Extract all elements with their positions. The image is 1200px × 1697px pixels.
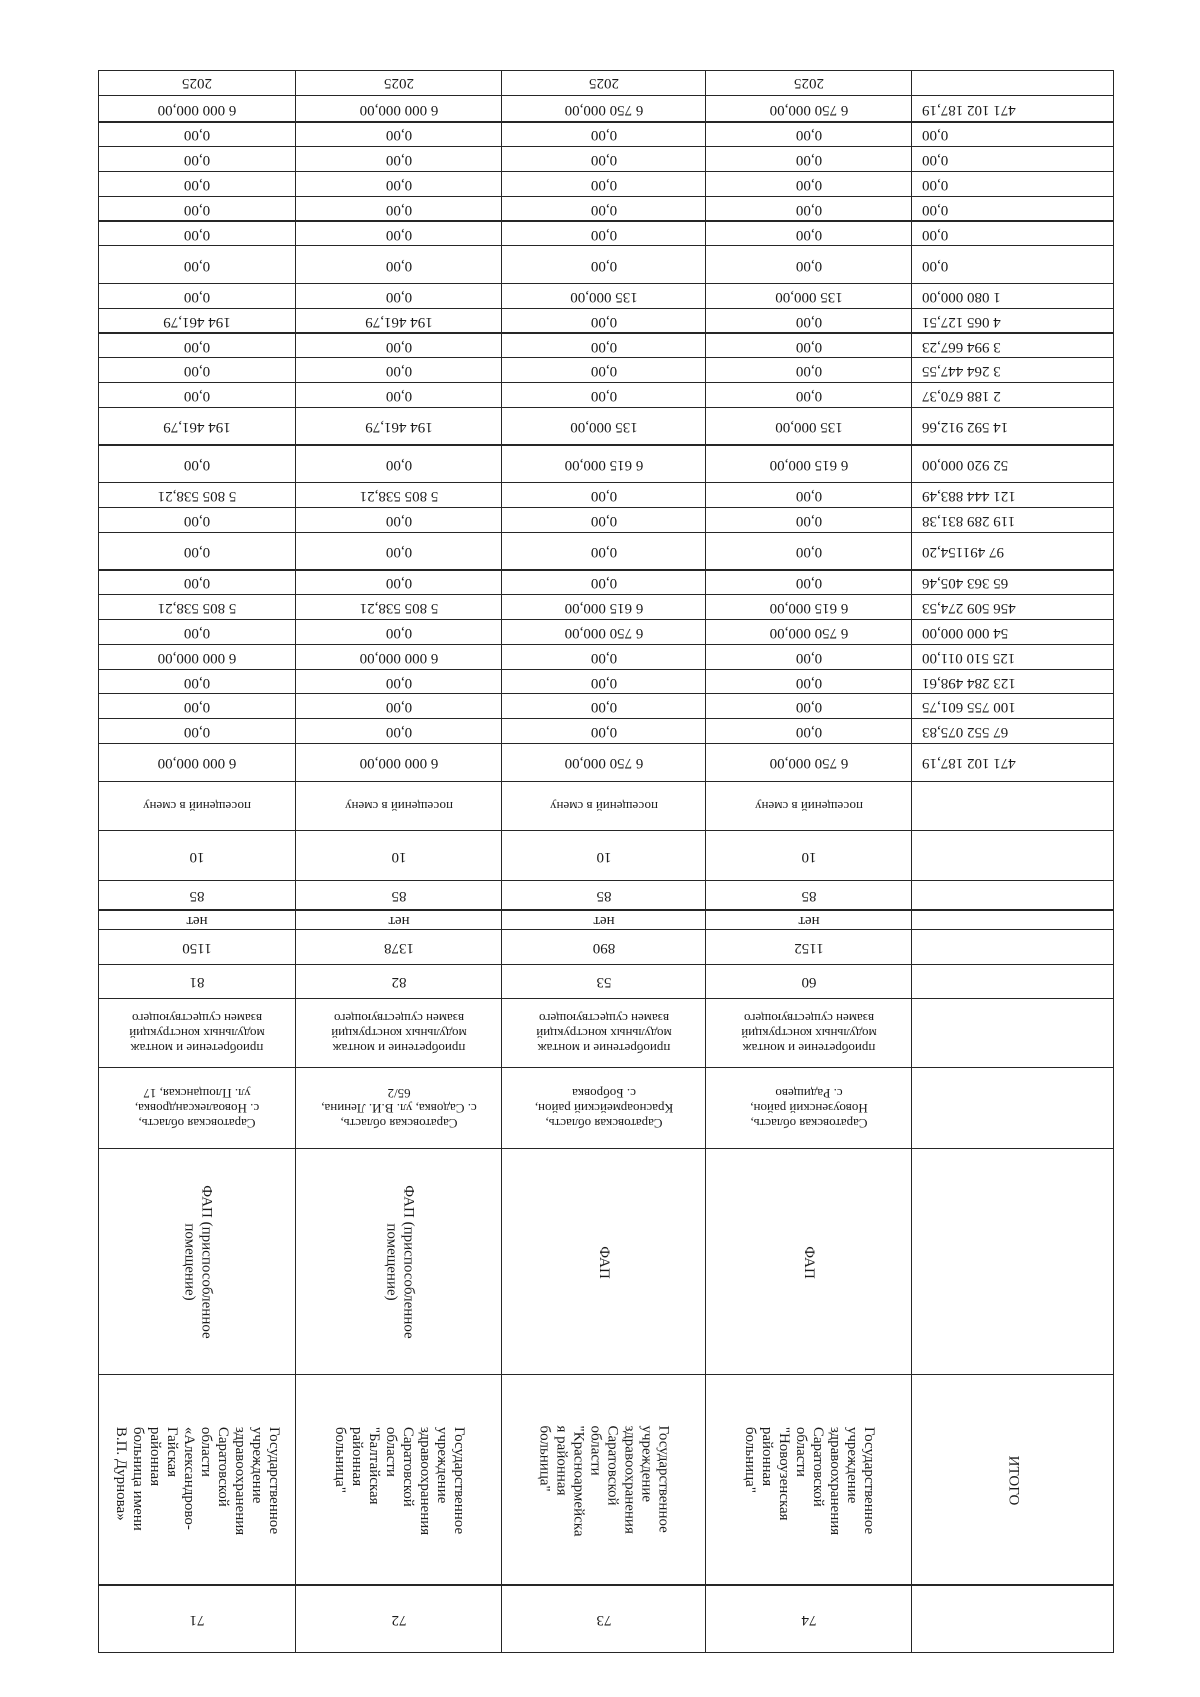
cell-num-72: 72 [391,1611,407,1628]
cell-v11-73: 0,00 [590,488,618,505]
cell-v08-74: 0,00 [795,575,823,592]
cell-text-institution: Государственное учреждение здравоохранения Саратовской области "Красноармейска я районная больница" [537,1425,672,1537]
cell-v10-74: 0,00 [795,513,823,530]
cell-v24-73: 0,00 [590,127,618,144]
cell-num-total [912,1586,1114,1653]
cell-institution-73 [502,1375,706,1585]
cell-facility-74 [706,1149,912,1375]
cell-v06-73: 6 750 000,00 [564,625,644,642]
cell-work-71: приобретение и монтаж модульных конструкций взамен существующего [129,1011,265,1056]
cell-flag-total [912,911,1114,931]
cell-unit-72: посещений в смену [345,799,453,815]
cell-v22-total: 0,00 [922,177,949,194]
cell-v04-72: 0,00 [385,674,413,691]
cell-text-institution: ИТОГО [1005,1455,1022,1506]
cell-text-institution: Государственное учреждение здравоохранения Саратовской области «Александрово- Гайская районная больница имени В.П. Дурнова» [113,1426,283,1535]
cell-v04-74: 0,00 [795,674,823,691]
cell-v18-72: 0,00 [385,289,413,306]
cell-v15-71: 0,00 [183,363,211,380]
cell-v10-72: 0,00 [385,513,413,530]
cell-v13-73: 135 000,00 [570,419,638,436]
cell-v15-73: 0,00 [590,363,618,380]
cell-v25-74: 6 750 000,00 [769,101,849,118]
cell-v05-74: 0,00 [795,649,823,666]
cell-unit-73: посещений в смену [550,799,658,815]
cell-v09-73: 0,00 [590,544,618,561]
cell-v06-74: 6 750 000,00 [769,625,849,642]
cell-v02-total: 67 552 075,83 [922,724,1009,741]
cell-year-74: 2025 [794,75,824,92]
cell-v16-74: 0,00 [795,338,823,355]
cell-institution-74 [706,1375,912,1585]
cell-v07-73: 6 615 000,00 [564,600,644,617]
cell-v19-73: 0,00 [590,257,618,274]
cell-unit-74: посещений в смену [755,799,863,815]
cell-v13-total: 14 592 912,66 [922,419,1009,436]
cell-capacity-total [912,831,1114,881]
cell-v03-total: 100 755 601,75 [922,699,1016,716]
cell-year-total [912,70,1114,96]
cell-age-71: 81 [189,974,205,991]
cell-v12-72: 0,00 [385,457,413,474]
cell-v21-total: 0,00 [922,201,949,218]
cell-facility-71 [98,1149,296,1375]
cell-v10-total: 119 289 831,38 [922,513,1016,530]
cell-v10-73: 0,00 [590,513,618,530]
cell-v25-73: 6 750 000,00 [564,101,644,118]
cell-v24-71: 0,00 [183,127,211,144]
cell-age-74: 60 [801,974,817,991]
cell-v08-total: 65 363 405,46 [922,575,1009,592]
cell-text-facility: ФАП (приспособленное помещение) [383,1185,417,1340]
cell-v25-72: 6 000 000,00 [359,101,439,118]
cell-unit-total [912,782,1114,832]
cell-v08-72: 0,00 [385,575,413,592]
cell-v05-71: 6 000 000,00 [157,649,237,666]
cell-v14-total: 2 188 670,37 [922,388,1001,405]
cell-v24-total: 0,00 [922,127,949,144]
cell-v21-74: 0,00 [795,201,823,218]
cell-address-71: Саратовская область, с. Новоалександровка, ул. Площанская, 17 [134,1086,260,1132]
cell-v25-71: 6 000 000,00 [157,101,237,118]
cell-text-facility: ФАП [596,1246,613,1279]
cell-v19-74: 0,00 [795,257,823,274]
cell-v16-71: 0,00 [183,338,211,355]
cell-v03-73: 0,00 [590,699,618,716]
cell-text-institution: Государственное учреждение здравоохранения Саратовской области "Новоузенская районная больница" [742,1426,878,1535]
cell-v11-74: 0,00 [795,488,823,505]
cell-population-74: 1152 [794,940,824,957]
cell-num-74: 74 [801,1611,817,1628]
cell-institution-72 [296,1375,502,1585]
cell-year-72: 2025 [384,75,414,92]
cell-facility-72 [296,1149,502,1375]
cell-v03-71: 0,00 [183,699,211,716]
cell-area-72: 85 [391,888,407,905]
cell-num-71: 71 [189,1611,205,1628]
cell-v06-71: 0,00 [183,625,211,642]
cell-v17-72: 194 461,79 [365,313,433,330]
cell-population-72: 1378 [384,940,414,957]
cell-v09-71: 0,00 [183,544,211,561]
cell-institution-71 [98,1375,296,1585]
cell-v19-72: 0,00 [385,257,413,274]
cell-text-facility: ФАП [801,1246,818,1279]
cell-population-total [912,930,1114,965]
cell-v14-72: 0,00 [385,388,413,405]
cell-num-73: 73 [596,1611,612,1628]
cell-v09-total: 97 491154,20 [922,544,1004,561]
cell-age-73: 53 [596,974,612,991]
cell-v01-74: 6 750 000,00 [769,755,849,772]
cell-v18-total: 1 080 000,00 [922,289,1001,306]
cell-v20-73: 0,00 [590,226,618,243]
cell-address-72: Саратовская область, с. Садовка, ул. В.И. Ленина, 65/2 [321,1086,477,1132]
cell-v12-73: 6 615 000,00 [564,457,644,474]
cell-v12-total: 52 920 000,00 [922,457,1009,474]
cell-v11-72: 5 805 538,21 [359,488,439,505]
cell-work-74: приобретение и монтаж модульных конструкций взамен существующего [741,1011,877,1056]
cell-v22-71: 0,00 [183,177,211,194]
cell-text-facility: ФАП (приспособленное помещение) [181,1185,215,1340]
cell-v02-73: 0,00 [590,724,618,741]
cell-v07-total: 456 509 274,53 [922,600,1016,617]
cell-v21-73: 0,00 [590,201,618,218]
cell-population-71: 1150 [182,940,212,957]
cell-v25-total: 471 102 187,19 [922,101,1016,118]
cell-v20-74: 0,00 [795,226,823,243]
cell-year-73: 2025 [589,75,619,92]
cell-v14-71: 0,00 [183,388,211,405]
cell-v01-72: 6 000 000,00 [359,755,439,772]
cell-v16-73: 0,00 [590,338,618,355]
cell-v15-72: 0,00 [385,363,413,380]
cell-v23-73: 0,00 [590,152,618,169]
cell-v02-71: 0,00 [183,724,211,741]
cell-flag-72: нет [388,913,410,929]
cell-v04-73: 0,00 [590,674,618,691]
cell-v11-71: 5 805 538,21 [157,488,237,505]
cell-v20-72: 0,00 [385,226,413,243]
cell-v03-72: 0,00 [385,699,413,716]
cell-capacity-73: 10 [596,848,612,865]
cell-v13-71: 194 461,79 [163,419,231,436]
cell-institution-total [912,1375,1114,1585]
cell-v11-total: 121 444 883,49 [922,488,1016,505]
cell-unit-71: посещений в смену [143,799,251,815]
cell-v06-total: 54 000 000,00 [922,625,1009,642]
cell-v17-73: 0,00 [590,313,618,330]
cell-v05-total: 125 510 011,00 [922,649,1016,666]
cell-v03-74: 0,00 [795,699,823,716]
cell-v22-72: 0,00 [385,177,413,194]
cell-v18-74: 135 000,00 [775,289,843,306]
cell-v08-71: 0,00 [183,575,211,592]
cell-address-74: Саратовская область, Новоузенский район, с. Радищево [750,1086,868,1132]
cell-v07-71: 5 805 538,21 [157,600,237,617]
cell-work-total [912,999,1114,1068]
cell-v18-73: 135 000,00 [570,289,638,306]
cell-v24-74: 0,00 [795,127,823,144]
cell-v01-total: 471 102 187,19 [922,755,1016,772]
cell-flag-74: нет [798,913,820,929]
cell-v05-72: 6 000 000,00 [359,649,439,666]
cell-v02-72: 0,00 [385,724,413,741]
cell-work-72: приобретение и монтаж модульных конструкций взамен существующего [331,1011,467,1056]
cell-capacity-72: 10 [391,848,407,865]
cell-v24-72: 0,00 [385,127,413,144]
cell-v23-74: 0,00 [795,152,823,169]
cell-v21-71: 0,00 [183,201,211,218]
cell-v06-72: 0,00 [385,625,413,642]
cell-text-institution: Государственное учреждение здравоохранения Саратовской области "Балтайская районная больница" [332,1426,468,1535]
cell-v01-73: 6 750 000,00 [564,755,644,772]
cell-v20-71: 0,00 [183,226,211,243]
cell-v17-71: 194 461,79 [163,313,231,330]
cell-v12-74: 6 615 000,00 [769,457,849,474]
cell-v07-74: 6 615 000,00 [769,600,849,617]
cell-age-72: 82 [391,974,407,991]
cell-v14-74: 0,00 [795,388,823,405]
cell-v04-71: 0,00 [183,674,211,691]
cell-v19-total: 0,00 [922,257,949,274]
cell-v23-total: 0,00 [922,152,949,169]
cell-area-73: 85 [596,888,612,905]
cell-flag-73: нет [593,913,615,929]
cell-v01-71: 6 000 000,00 [157,755,237,772]
cell-v22-74: 0,00 [795,177,823,194]
cell-population-73: 890 [592,940,616,957]
cell-v20-total: 0,00 [922,226,949,243]
cell-area-total [912,881,1114,911]
cell-v17-74: 0,00 [795,313,823,330]
cell-area-71: 85 [189,888,205,905]
cell-v16-total: 3 994 667,23 [922,338,1001,355]
cell-v02-74: 0,00 [795,724,823,741]
cell-v23-71: 0,00 [183,152,211,169]
cell-area-74: 85 [801,888,817,905]
cell-v23-72: 0,00 [385,152,413,169]
cell-capacity-74: 10 [801,848,817,865]
cell-v04-total: 123 284 498,61 [922,674,1016,691]
cell-v15-total: 3 264 447,55 [922,363,1001,380]
cell-v18-71: 0,00 [183,289,211,306]
cell-facility-total [912,1149,1114,1375]
cell-facility-73 [502,1149,706,1375]
cell-v16-72: 0,00 [385,338,413,355]
cell-address-73: Саратовская область, Красноармейский район, с. Бобровка [534,1086,674,1132]
cell-v09-74: 0,00 [795,544,823,561]
cell-v12-71: 0,00 [183,457,211,474]
cell-address-total [912,1068,1114,1149]
cell-v08-73: 0,00 [590,575,618,592]
cell-v21-72: 0,00 [385,201,413,218]
cell-v07-72: 5 805 538,21 [359,600,439,617]
rotated-table-page [98,70,1114,1653]
cell-v17-total: 4 065 127,51 [922,313,1001,330]
cell-year-71: 2025 [182,75,212,92]
cell-v14-73: 0,00 [590,388,618,405]
cell-flag-71: нет [186,913,208,929]
cell-v22-73: 0,00 [590,177,618,194]
cell-v13-74: 135 000,00 [775,419,843,436]
cell-work-73: приобретение и монтаж модульных конструкций взамен существующего [536,1011,672,1056]
cell-v09-72: 0,00 [385,544,413,561]
cell-age-total [912,965,1114,999]
cell-v15-74: 0,00 [795,363,823,380]
cell-v13-72: 194 461,79 [365,419,433,436]
cell-v10-71: 0,00 [183,513,211,530]
cell-capacity-71: 10 [189,848,205,865]
cell-v19-71: 0,00 [183,257,211,274]
cell-v05-73: 0,00 [590,649,618,666]
